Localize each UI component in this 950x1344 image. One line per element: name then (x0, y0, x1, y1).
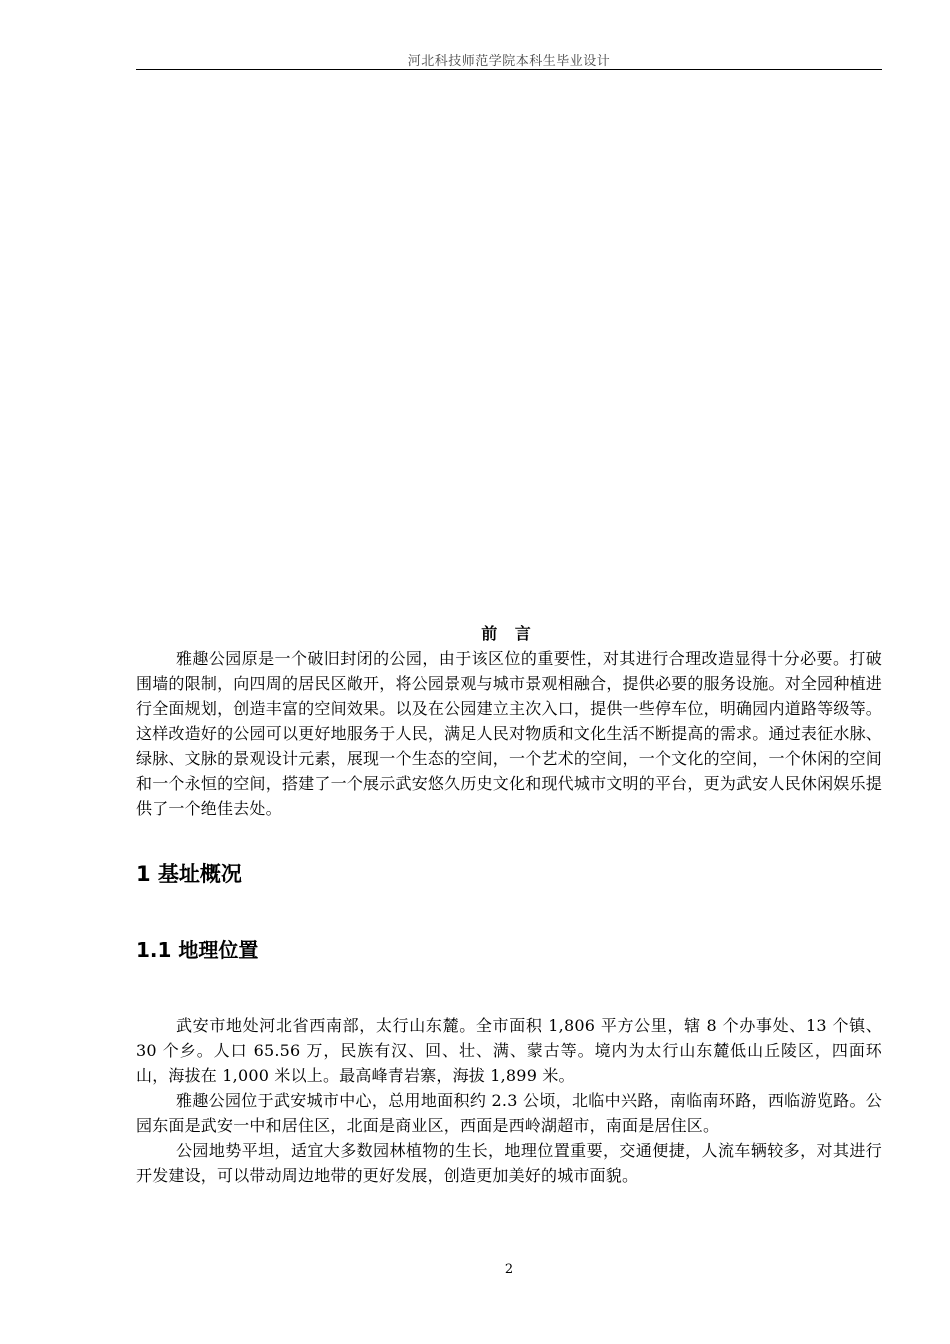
paragraph-terrain: 公园地势平坦，适宜大多数园林植物的生长，地理位置重要，交通便捷，人流车辆较多，对其进行开发建设，可以带动周边地带的更好发展，创造更加美好的城市面貌。 (136, 1141, 882, 1185)
preface-paragraph: 雅趣公园原是一个破旧封闭的公园，由于该区位的重要性，对其进行合理改造显得十分必要。打破围墙的限制，向四周的居民区敞开，将公园景观与城市景观相融合，提供必要的服务设施。对全园种植进行全面规划，创造丰富的空间效果。以及在公园建立主次入口，提供一些停车位，明确园内道路等级等。这样改造好的公园可以更好地服务于人民，满足人民对物质和文化生活不断提高的需求。通过表征水脉、绿脉、文脉的景观设计元素，展现一个生态的空间，一个艺术的空间，一个文化的空间，一个休闲的空间和一个永恒的空间，搭建了一个展示武安悠久历史文化和现代城市文明的平台，更为武安人民休闲娱乐提供了一个绝佳去处。 (136, 649, 882, 818)
page-header: 河北科技师范学院本科生毕业设计 (407, 54, 611, 69)
page-number: 2 (504, 1262, 514, 1277)
preface-title: 前 言 (481, 624, 537, 643)
section-heading-1-1: 1.1 地理位置 (136, 938, 259, 962)
header-divider (136, 69, 882, 70)
paragraph-location: 武安市地处河北省西南部，太行山东麓。全市面积 1,806 平方公里，辖 8 个办事处、13 个镇、30 个乡。人口 65.56 万，民族有汉、回、壮、满、蒙古等。境内为太行山东麓低山丘陵区，四面环山，海拔在 1,000 米以上。最高峰青岩寨，海拔 1,899 米。 (136, 1016, 882, 1085)
section-1-1-body (136, 1013, 882, 1188)
paragraph-park-site: 雅趣公园位于武安城市中心，总用地面积约 2.3 公顷，北临中兴路，南临南环路，西临游览路。公园东面是武安一中和居住区，北面是商业区，西面是西岭湖超市，南面是居住区。 (136, 1091, 882, 1135)
page-content (136, 622, 882, 1188)
section-heading-1: 1 基址概况 (136, 862, 242, 886)
